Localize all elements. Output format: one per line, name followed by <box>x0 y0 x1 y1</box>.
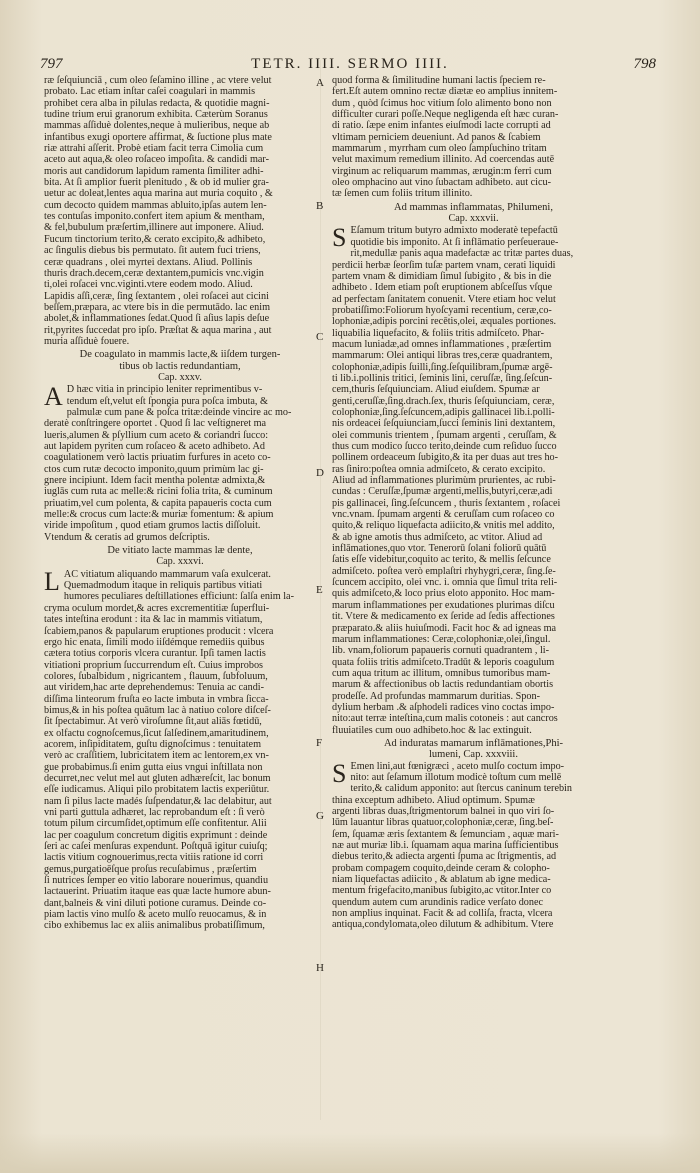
text-line: quito,& reliquo liquefacta adiicito,& vnitis mel addito, <box>332 520 555 532</box>
section-body-induratas <box>332 758 615 931</box>
text-line: decurret,nec velut mel aut gluten adhæreſcit, lac bonum <box>44 772 271 784</box>
text-line: ctos cum rutæ decocto imponito,quum primùm lac gi- <box>44 463 264 475</box>
text-line: præparato.& aliis huiuſmodi. Facit hoc & ad igneas ma <box>332 622 557 634</box>
text-line: rit,medullæ panis aqua madefactæ ac tritæ partes duas, <box>350 248 574 260</box>
section-lines <box>332 225 615 735</box>
text-line: quata foliis tritis admiſceto.Tradūt & leporis coagulum <box>332 656 555 668</box>
text-line: probato. Lac etiam inſtar caſei coagulari in mammis <box>44 86 256 98</box>
text-line: Fucum tinctorium terito,& cerato excipito,& adhibeto, <box>44 233 266 245</box>
right-intro-paragraph <box>332 75 615 200</box>
text-line: lueris,alumen & pſyllium cum aceto & coriandri ſucco: <box>44 429 269 441</box>
text-line: genti,ceruſſæ,ſing.drach.ſex, thuris ſeſquiunciam, ceræ, <box>332 395 555 407</box>
text-line: cum decocto quidem mammas abluito,ipſas autem len- <box>44 199 267 211</box>
text-line: beſſem,præpara, ac vtere bis in die permutādo. lac enim <box>44 301 271 313</box>
text-line: ræ ſeſquiunciā , cum oleo ſeſamino illine , ac vtere velut <box>44 75 272 86</box>
text-line: priuatim,vel cum polenta, & capita papaueris cocta cum <box>44 497 272 509</box>
text-line: gemus,purgatioēſque proſus recuſabimus , præſertim <box>44 863 257 875</box>
text-line: non amplius inquinat. Facit & ad colliſa, fracta, vlcera <box>332 908 553 920</box>
text-line: Emen lini,aut fœnigræci , aceto mulſo coctum impo- <box>350 760 565 772</box>
text-line: piam lactis vino mulſo & aceto mulſo reuocamus, & in <box>44 909 267 921</box>
text-line: ad perfectam ſanitatem conuenit. Vtere etiam hoc velut <box>332 293 556 305</box>
text-line: colophoniæ,ſing.ſeſcuncem,adipis gallinacei lib.i.polli- <box>332 406 555 418</box>
text-line: fert.Eſt autem omnino rectæ diætæ eo amplius innitem- <box>332 86 558 98</box>
text-line: ſeri ac caſei menſuras expendunt. Poſtquā igitur cuiuſq; <box>44 841 268 853</box>
text-line: inflāmationes,quo vtor. Tenerorū ſolani foliorū quātū <box>332 543 547 555</box>
text-line: marum inflammationes per exudationes plurimas diſcu <box>332 599 555 611</box>
text-line: probatiſſimo:Foliorum hyoſcyami recentium, ceræ,co- <box>332 304 552 316</box>
text-line: probam compagem coquito,deinde ceram & colopho- <box>332 862 550 874</box>
text-line: ti,olei roſacei vnc.viginti.vtere eodem modo. Aliud. <box>44 279 253 291</box>
text-line: antiqua,condylomata,oleo dilutum & adhibitum. Vtere <box>332 919 554 931</box>
text-line: tit. Vtere & medicamento ex ſeride ad ſedis affectiones <box>332 611 555 623</box>
text-line: quendum autem cum arundinis radice verſato donec <box>332 896 544 908</box>
text-line: colores, ſubalbidum , nigricantem , flauum, ſubfoluum, <box>44 670 268 682</box>
margin-letter-a: A <box>316 77 324 89</box>
text-line: moris aut candidorum lapidum ramenta ſimiliter adhi- <box>44 165 264 177</box>
section-body-vitiato <box>44 566 316 932</box>
section-lines <box>44 566 316 932</box>
text-line: cundas : Ceruſſæ,ſpumæ argenti,mellis,butyri,ceræ,adi <box>332 486 553 498</box>
text-line: ceræ quadrans , olei myrtei dextans. Aliud. Pollinis <box>44 256 253 268</box>
text-line: thus cum modico ſucco terito,deinde cum reſiduo ſucco <box>332 441 557 452</box>
text-line: & fel,bubulum præſertim,illinere aut imponere. Aliud. <box>44 222 264 234</box>
text-line: perdicii herbæ ſeorſim tuſæ partem vnam, cerati liquidi <box>332 259 556 271</box>
text-line: infantibus exugi oportere affirmat, & ſuctione plus mate <box>44 131 272 143</box>
text-line: aceto aut aqua,& oleo roſaceo impoſita. & candidi mar- <box>44 154 269 166</box>
text-line: ti lib.i.pollinis tritici, ſeminis lini, ceruſſæ, ſing.ſeſcun- <box>332 372 553 384</box>
text-line: lactauerint. Priuatim itaque eas quæ lacte humore abun- <box>44 886 271 898</box>
left-intro-paragraph <box>44 75 316 347</box>
text-line: vni parti guttula adhæret, lac reprobandum eſt : ſi verò <box>44 807 265 818</box>
text-line: cibo exhibemus lac ex aliis animalibus probatiſſimum, <box>44 920 265 932</box>
text-line: argenti libras duas,ſtrigmentorum balnei in quo viri ſo- <box>332 806 555 817</box>
text-line: gue probabimus.ſi enim gutta eius vngui inſtillata non <box>44 761 263 773</box>
drop-cap-a: A <box>44 382 63 412</box>
text-line: & ab igne amotis thus admiſceto, ac vtitor. Aliud ad <box>332 531 543 543</box>
text-line: nito:aut terræ inteſtina,cum malis cotoneis : aut cancros <box>332 713 558 725</box>
section-heading-line: lumeni, Cap. xxxviii. <box>429 749 518 761</box>
text-line: cem,thuris ſeſquiunciam. Aliud eiuſdem. Spumæ ar <box>332 384 540 396</box>
section-heading-line: tibus ob lactis redundantiam, <box>119 360 241 372</box>
text-line: partem vnam & dimidiam ſimul ſubigito , & bis in die <box>332 270 552 282</box>
text-line: dum , quòd ſcimus hoc vitium ſolo alimento bono non <box>332 97 552 109</box>
text-line: ſem, ſquamæ æris ſextantem & ſemunciam , aquæ mari- <box>332 828 559 840</box>
text-line: liquabilia liquefacito, & foliis tritis admiſceto. Phar- <box>332 327 544 339</box>
text-line: ſatis eſſe videbitur,coquito ac terito, & mellis ſeſcunce <box>332 554 551 566</box>
text-line: viride impoſitum , quod etiam grumos lactis diſſoluit. <box>44 520 261 532</box>
text-line: melle:& crocus cum lacte:& muriæ fomentum: & apium <box>44 509 274 521</box>
text-line: mammas aſſiduè dolentes,neque à mulieribus, neque ab <box>44 120 270 132</box>
text-line: uetur ac doleat,lentes aqua marina aut muria coquito , & <box>44 188 273 200</box>
text-line: iuglās cum ruta ac melle:& ricini folia trita, & cuminum <box>44 486 273 498</box>
text-line: dant,balneis & vini diluti potione curamus. Deinde co- <box>44 897 267 909</box>
running-title: TETR. IIII. SERMO IIII. <box>251 56 449 72</box>
text-line: di ratio. ſæpe enim infantes eiuſmodi lacte corrupti ad <box>332 120 551 132</box>
text-line: coagulationem verò lactis priuatim furfures in aceto co- <box>44 452 271 464</box>
text-line: aut viridem,hac arte deprehendemus: Tenuia ac candi- <box>44 682 265 694</box>
text-line: cætera totius corporis vlcera curantur. Ipſi tamen lactis <box>44 648 266 660</box>
text-line: velut maximum remedium illinito. Ad coercendas autē <box>332 154 555 166</box>
text-line: vltimam perniciem deueniunt. Ad panos & ſcabiem <box>332 131 541 143</box>
text-line: difficulter curari poſſe.Neque negligenda eſt hæc curan- <box>332 109 559 121</box>
chapter-label-xxxvi: Cap. xxxvi. <box>156 556 204 568</box>
text-line: Aliud ad inflammationes plurimùm prurientes, ac rubi- <box>332 475 556 487</box>
margin-letter-c: C <box>316 331 324 343</box>
text-line: ſit ſpectabimur. At verò viroſumne ſit,aut aliās fœtidū, <box>44 716 262 728</box>
text-line: ſcuncem accipito, olei vnc. i. omnia que ſimul trita reli- <box>332 577 558 589</box>
section-heading-coagulato <box>44 349 316 372</box>
text-line: muria aſſiduè fouere. <box>44 335 130 347</box>
drop-cap-s: S <box>332 223 347 253</box>
text-line: niam liquefactas adiicito , & ablatum ab igne medica- <box>332 874 551 886</box>
section-body-coagulato <box>44 384 316 543</box>
text-line: eſſe iudicamus. Aliqui pilo probitatem lactis experiūtur. <box>44 784 270 796</box>
drop-cap-s-2: S <box>332 758 347 788</box>
text-line: totum pilum circumſidet,optimum eſſe confitentur. Alii <box>44 818 267 830</box>
drop-cap-l: L <box>44 566 60 596</box>
text-line: tudine trium erui granorum exhibita. Cæterùm Soranus <box>44 109 268 121</box>
text-line: ſcabiem,panos & papularum eruptiones producit : vlcera <box>44 625 274 637</box>
text-line: admiſceto. poſtea verò emplaſtri rhyhygri,ceræ, ſing.ſe- <box>332 565 556 577</box>
text-line: mentum frigefacito,manibus ſubigito,ac vtitor.Inter co <box>332 885 552 897</box>
text-line: nis ordeacei ſeſquiunciam,ſucci ſeminis lini dextantem, <box>332 418 556 430</box>
text-line: riæ attrahi aſſerit. Probè etiam facit terra Cimolia cum <box>44 143 264 155</box>
margin-letter-e: E <box>316 584 323 596</box>
text-line: pis gallinacei, ſing.ſeſcuncem , thuris ſextantem , roſacei <box>332 497 561 509</box>
margin-letter-g: G <box>316 810 324 822</box>
text-line: tendum eſt,velut eſt ſpongia pura poſca imbuta, & <box>66 395 268 407</box>
text-line: rit,pyrites ſuccedat pro ipſo. Præſtat & aqua marina , aut <box>44 324 272 336</box>
text-line: fluuiatiles cum ouo adhibeto.hoc & lac extinguit. <box>332 724 532 736</box>
chapter-label-xxxv: Cap. xxxv. <box>158 371 202 383</box>
text-line: vnc.vnam. ſpumam argenti & ceruſſam cum roſaceo co <box>332 509 555 521</box>
margin-letter-h: H <box>316 962 324 974</box>
text-line: dylium herbam .& aſphodeli radices vino coctas impo- <box>332 701 555 713</box>
text-line: bita. At ſi amplior fuerit plenitudo , & ob id mulier gra- <box>44 177 269 189</box>
section-heading-inflammatas: Ad mammas inflammatas, Philumeni, <box>394 201 553 213</box>
text-line: abolet,& inflammationes ſedat.Quod ſi aſius lapis deſue <box>44 313 270 325</box>
left-page-number: 797 <box>40 56 63 72</box>
text-line: tæ ſemen cum foliis tritum illinito. <box>332 188 473 200</box>
text-line: Quemadmodum itaque in reliquis partibus vitiati <box>63 580 263 592</box>
text-line: Lapidis aſſi,ceræ, ſing ſextantem , olei roſacei aut cicini <box>44 290 269 302</box>
text-line: verò ac craſſitiem, lubricitatem item ac lentorem,ex vn- <box>44 750 269 762</box>
text-line: diſſima linteorum fruſta eo lacte imbuta in vmbra ſicca- <box>44 693 269 705</box>
text-line: adhibeto . Idem etiam poſt eruptionem abſceſſus vſque <box>332 282 553 294</box>
text-line: prodeſſe. Ad profundas mammarum duritias. Spon- <box>332 690 540 702</box>
section-body-inflammatas <box>332 225 615 735</box>
text-line: mammarum: Olei antiqui libras tres,ceræ quadrantem, <box>332 350 553 362</box>
text-line: ſi nutrices ſemper eo vitio laborare nouerimus, quandiu <box>44 875 269 887</box>
text-line: olei communis trientem , ſpumam argenti , ceruſſam, & <box>332 429 557 441</box>
right-text-column <box>332 75 615 931</box>
text-line: colophoniæ,adipis ſuilli,ſing.ſeſquilibram,ſpumæ argē- <box>332 361 553 373</box>
text-line: tates inteſtina erodunt : ita & lac in mammis vitiatum, <box>44 614 263 626</box>
margin-letter-f: F <box>316 737 323 749</box>
margin-letter-d: D <box>316 467 324 479</box>
text-line: quotidie bis imponito. At ſi inflāmatio perſeueraue- <box>350 236 559 248</box>
text-line: cum aqua tritum ac illitum, omnibus tumoribus mam- <box>332 667 551 679</box>
text-line: lūm lauantur libras quatuor,colophoniæ,ceræ, ſing.beſ- <box>332 817 554 829</box>
text-line: Eſamum tritum butyro admixto moderatè tepefactū <box>350 225 558 237</box>
text-line: lib. vnam,foliorum papaueris cornuti quadrantem , li- <box>332 645 549 657</box>
text-line: quis admiſceto,& loco prius eloto apponito. Hoc mam- <box>332 588 555 600</box>
section-heading-vitiato: De vitiato lacte mammas læ dente, <box>107 545 253 557</box>
text-line: vitiationi proprium ſuccurrendum eſt. Cuius improbos <box>44 659 264 671</box>
text-line: nam ſi pilus lacte madés ſuſpendatur,& lac delabitur, aut <box>44 795 272 807</box>
text-line: AC vitiatum aliquando mammarum vaſa exulcerat. <box>63 568 271 580</box>
text-line: terito,& calidum apponito: aut ſtercus caninum terebin <box>350 783 572 795</box>
text-line: lactis vitium cognouerimus,recta vitiis ratione id corri <box>44 852 264 864</box>
section-heading-induratas <box>332 738 615 761</box>
text-line: acorem, inſipiditatem, guſtu dignoſcimus : tenuitatem <box>44 738 262 750</box>
text-line: D hæc vitia in principio leniter reprimentibus v- <box>66 384 263 396</box>
text-line: næ aut muriæ lib.i. ſquamam aqua marina ſufficientibus <box>332 840 559 852</box>
right-page-number: 798 <box>633 56 656 72</box>
text-line: nito: aut ſeſamum illotum modicè toſtum cum mellē <box>350 771 562 783</box>
text-line: thuris drach.decem,ceræ dextantem,pumicis vnc.vigin <box>44 267 264 279</box>
text-line: palmulæ cum pane & poſca tritæ:deinde vincire ac mo- <box>66 406 292 418</box>
text-line: ac ſingulis diebus bis permutato. ſit autem fuci triens, <box>44 245 261 257</box>
text-line: gnere incipiunt. Idem facit mentha polentæ admixta,& <box>44 475 266 487</box>
text-line: tes contuſas imponito.confert item apium & mentham, <box>44 211 265 223</box>
section-lines <box>332 758 615 931</box>
text-line: cryma oculum mordet,& acres excrementitiæ ſuperflui- <box>44 602 270 614</box>
text-line: lophoniæ,adipis porcini recētis,olei, æquales portiones. <box>332 316 557 328</box>
section-lines <box>44 384 316 543</box>
section-heading-line: De coagulato in mammis lacte,& iiſdem turgen- <box>79 349 281 361</box>
text-line: marum inflammationes: Ceræ,colophoniæ,olei,ſingul. <box>332 633 551 645</box>
chapter-label-xxxvii: Cap. xxxvii. <box>448 213 499 225</box>
text-line: marum & affectionibus ob lactis redundantiam obortis <box>332 679 554 691</box>
text-line: virginum ac reliquarum mammas, ærugin:m ferri cum <box>332 165 552 177</box>
text-line: pollinem ordeaceum ſubigito,& ita per duas aut tres ho- <box>332 452 559 464</box>
text-line: oleo omphacino aut vino ſubactam adhibeto. aut cicu- <box>332 177 551 189</box>
text-line: humores peculiares deſtillationes efficiunt: ſalſa enim la- <box>63 591 294 603</box>
text-line: quod forma & ſimilitudine humani lactis ſpeciem re- <box>332 75 546 86</box>
text-line: ras ſiniro:poſtea omnia admiſceto, & cerato excipito. <box>332 463 546 475</box>
left-text-column <box>44 75 316 932</box>
text-line: mammarum , myrrham cum oleo ſampſuchino tritam <box>332 143 547 155</box>
text-line: ex olfactu cognoſcemus,ſicut ſalſedinem,amaritudinem, <box>44 727 269 739</box>
text-line: Vtendum & ceratis ad grumos deſcriptis. <box>44 531 210 543</box>
text-line: thina exceptum adhibeto. Aliud optimum. Spumæ <box>332 794 535 806</box>
text-line: ergo hic enata, ſimili modo iiſdémque remediis quibus <box>44 636 265 648</box>
text-line: aut lapidem pyriten cum roſaceo & aceto adhibeto. Ad <box>44 441 265 452</box>
text-line: macum luniadæ,ad omnes inflammationes , præſertim <box>332 338 552 350</box>
text-line: lac per coagulum concretum digitis exprimunt : deinde <box>44 829 268 841</box>
section-heading-line: Ad induratas mamarum inflāmationes,Phi- <box>383 737 564 749</box>
text-line: diebus terito,& adiecta argenti ſpuma ac ſtrigmentis, ad <box>332 851 557 863</box>
page-bottom-shadow <box>0 1133 700 1173</box>
text-line: deratè conſtringere oportet . Quod ſi lac veſtigneret ma <box>44 418 267 430</box>
margin-letter-b: B <box>316 200 324 212</box>
text-line: bimus,& in his poſtea quātum lac à natiuo colore diſceſ- <box>44 704 271 716</box>
text-line: prohibet cera alba in pilulas redacta, & quotidie magni- <box>44 97 270 109</box>
